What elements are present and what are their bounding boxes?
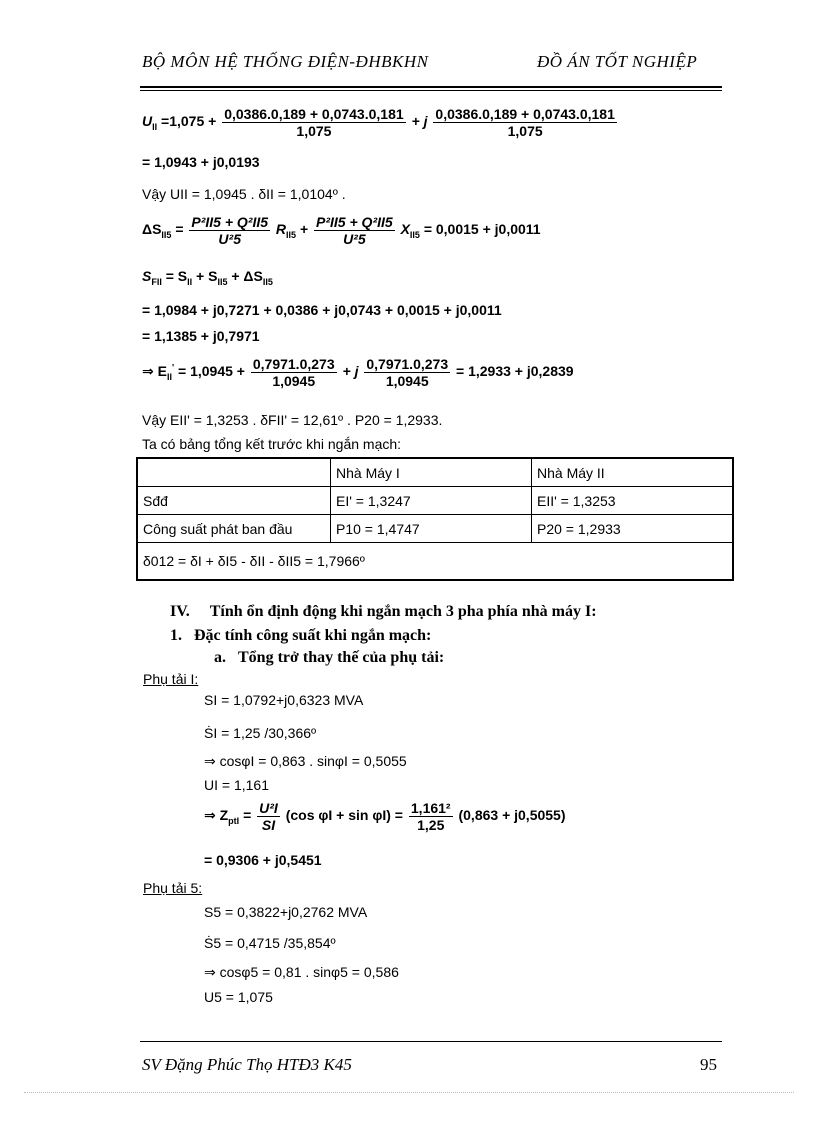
text-s5: S5 = 0,3822+j0,2762 MVA — [204, 904, 368, 920]
section-heading-iv-1a: a. Tổng trở thay thế của phụ tải: — [214, 649, 445, 666]
equation-zpti-result: = 0,9306 + j0,5451 — [204, 852, 322, 868]
text-u5: U5 = 1,075 — [204, 989, 273, 1005]
footer-author: SV Đặng Phúc Thọ HTĐ3 K45 — [142, 1055, 352, 1074]
table-cell: EII' = 1,3253 — [532, 487, 734, 515]
equation-uii: $U_{II} =1,075$ + $\frac{0,0386.0,189 + 0,0743.0,181}{1,075}$ + j $\frac{0,0386.0,189 + 0,0743.0,181}{1,075}$ — [142, 106, 615, 139]
equation-delta-sii5: $\Delta S_{II5}$ = $\frac{\text{P²II5 + Q²II5}}{\text{U²5}}$ $R_{II5}$ + $\frac{\text{P²II5 + Q²II5}}{\text{U²5}}$ $X_{II5} = 0,0015 + j0,0011$ — [142, 214, 541, 247]
table-header-plant-2: Nhà Máy II — [532, 458, 734, 487]
table-row — [137, 458, 733, 487]
text-ta-co: Ta có bảng tổng kết trước khi ngắn mạch: — [142, 436, 402, 452]
page-number: 95 — [700, 1055, 717, 1074]
text-s5-dot: Ṡ5 = 0,4715 /35,854º — [204, 935, 336, 951]
header-rule-thin — [140, 90, 722, 91]
table-cell: δ012 = δI + δI5 - δII - δII5 = 1,7966º — [137, 543, 733, 581]
table-row — [137, 543, 733, 581]
table-header-plant-1: Nhà Máy I — [331, 458, 532, 487]
header-right: ĐỒ ÁN TỐT NGHIỆP — [537, 52, 698, 71]
table-cell: P20 = 1,2933 — [532, 515, 734, 543]
summary-table — [136, 457, 734, 581]
equation-sfii-line2: = 1,0984 + j0,7271 + 0,0386 + j0,0743 + 0,0015 + j0,0011 — [142, 302, 502, 318]
table-row — [137, 487, 733, 515]
table-cell: P10 = 1,4747 — [331, 515, 532, 543]
text-cos-phi-5: ⇒ cosφ5 = 0,81 . sinφ5 = 0,586 — [204, 964, 399, 980]
equation-uii-result: = 1,0943 + j0,0193 — [142, 154, 260, 170]
table-cell: Sđđ — [137, 487, 331, 515]
footer-rule — [140, 1041, 722, 1042]
heading-phu-tai-5: Phụ tải 5: — [143, 880, 203, 896]
page-edge-dotted — [24, 1092, 794, 1093]
table-cell: Công suất phát ban đầu — [137, 515, 331, 543]
text-ui: UI = 1,161 — [204, 777, 269, 793]
equation-eii: ⇒ $E_{II}' = 1,0945$ + $\frac{0,7971.0,273}{1,0945}$ + j $\frac{0,7971.0,273}{1,0945}$ = 1,2933 + j0,2839 — [142, 356, 574, 389]
table-cell — [137, 458, 331, 487]
equation-sfii-line3: = 1,1385 + j0,7971 — [142, 328, 260, 344]
header-rule-thick — [140, 86, 722, 88]
text-si: SI = 1,0792+j0,6323 MVA — [204, 692, 364, 708]
text-cos-phi-1: ⇒ cosφI = 0,863 . sinφI = 0,5055 — [204, 753, 407, 769]
heading-phu-tai-1: Phụ tải I: — [143, 671, 199, 687]
equation-sfii: $S_{FII} = S_{II} + S_{II5} + \Delta S_{II5}$ — [142, 268, 273, 287]
equation-zpti: ⇒ $Z_{ptI}$ = $\frac{\text{U²I}}{SI}$ (cos φI + sin φI) = $\frac{\text{1,161²}}{1,25}$ (0,863 + j0,5055) — [204, 800, 566, 833]
text-vay-uii: Vậy UII = 1,0945 . δII = 1,0104º . — [142, 186, 346, 202]
section-heading-iv-1: 1. Đặc tính công suất khi ngắn mạch: — [170, 627, 432, 644]
section-heading-iv: IV. Tính ổn định động khi ngắn mạch 3 pha phía nhà máy I: — [170, 603, 597, 620]
table-cell: EI' = 1,3247 — [331, 487, 532, 515]
text-si-dot: ṠI = 1,25 /30,366º — [204, 725, 317, 741]
text-vay-eii: Vậy EII' = 1,3253 . δFII' = 12,61º . P20 = 1,2933. — [142, 412, 443, 428]
header-left: BỘ MÔN HỆ THỐNG ĐIỆN-ĐHBKHN — [142, 52, 429, 71]
table-row — [137, 515, 733, 543]
